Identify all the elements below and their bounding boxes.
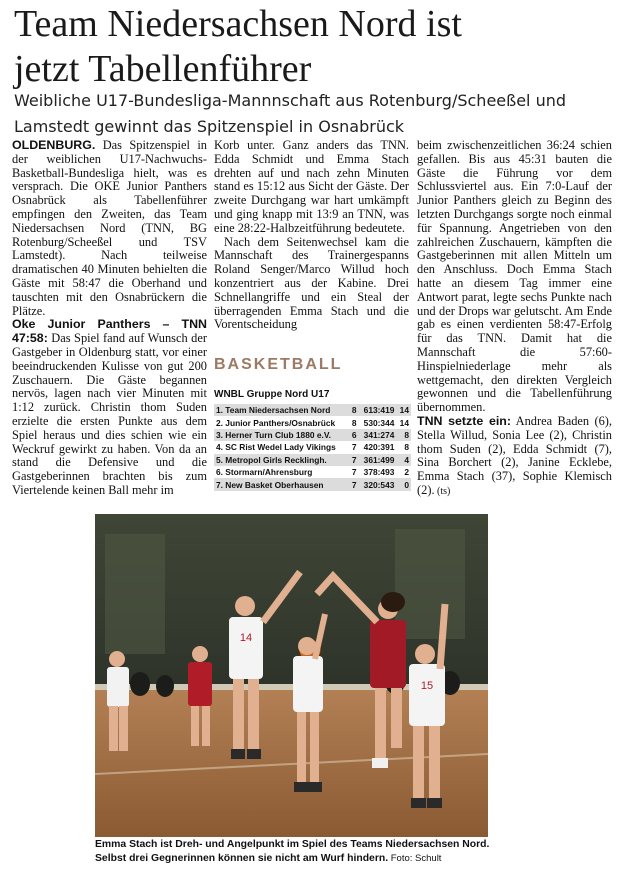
team-name: 2. Junior Panthers/Osnabrück <box>214 416 349 428</box>
points-diff: 378:493 <box>359 466 397 478</box>
article-column-3 <box>417 139 612 499</box>
points-diff: 530:344 <box>359 416 397 428</box>
jersey-number-14: 14 <box>239 632 253 644</box>
points: 14 <box>396 416 411 428</box>
team-name: 7. New Basket Oberhausen <box>214 478 349 490</box>
points: 14 <box>396 404 411 416</box>
table-row <box>214 404 411 416</box>
team-name: 1. Team Niedersachsen Nord <box>214 404 349 416</box>
table-row <box>214 429 411 441</box>
column3-paragraph-1: beim zwischenzeitlichen 36:24 schien gefallen. Bis aus 45:31 bauten die Gäste die Führung vor dem Schlussviertel aus. Ein 7:0-Lauf der Junior Panthers gleich zu Beginn des letzten Durchgangs sorgte noch einmal für Spannung. Angetrieben von den zahlreichen Zuschauern, kämpften die Gastgeberinnen mit allen Mitteln um den Anschluss. Doch Emma Stach hatte an diesem Tag immer eine Antwort parat, legte sechs Punkte nach und der Drops war gelutscht. Am Ende gab es einen verdienten 58:47-Erfolg für das TNN. Damit hat die Mannschaft die 57:60-Hinspielniederlage mehr als wettgemacht, den direkten Vergleich gewonnen und die Tabellenführung übernommen. <box>417 138 612 415</box>
points: 8 <box>396 429 411 441</box>
table-row <box>214 478 411 490</box>
points: 2 <box>396 466 411 478</box>
points-diff: 320:543 <box>359 478 397 490</box>
table-row <box>214 416 411 428</box>
column2-paragraph-1: Korb unter. Ganz anders das TNN. Edda Schmidt und Emma Stach drehten auf und nach zehn Minuten stand es 15:12 aus Sicht der Gäste. Der zweite Durchgang war hart umkämpft und ging knapp mit 13:9 an TNN, was eine 28:22-Halbzeitführung bedeutete. <box>214 138 409 235</box>
column3-subheading: TNN setzte ein: <box>417 413 511 428</box>
column1-paragraph-1: Das Spitzenspiel in der weiblichen U17-Nachwuchs-Basketball-Bundesliga hielt, was es versprach. Die OKE Junior Panthers Osnabrück als Tabellenführer empfingen den Zweiten, das Team Niedersachsen Nord (TNN, BG Rotenburg/Scheeßel und TSV Lamstedt). Nach teilweise dramatischen 40 Minuten behielten die Gäste mit 58:47 die Oberhand und tauschten mit den Osnabrückern die Plätze. <box>12 138 207 318</box>
points-diff: 341:274 <box>359 429 397 441</box>
games: 7 <box>349 441 358 453</box>
section-label: BASKETBALL <box>214 356 343 373</box>
subheadline-line-1: Weibliche U17-Bundesliga-Mannnschaft aus Rotenburg/Scheeßel und <box>14 91 567 110</box>
subheadline-line-2: Lamstedt gewinnt das Spitzenspiel in Osnabrück <box>14 117 405 136</box>
jersey-number-15: 15 <box>420 680 434 692</box>
games: 8 <box>349 404 358 416</box>
dateline: OLDENBURG. <box>12 138 96 152</box>
article-column-1 <box>12 139 207 498</box>
team-name: 5. Metropol Girls Recklingh. <box>214 454 349 466</box>
column3-paragraph-2: Andrea Baden (6), Stella Willud, Sonia Lee (2), Christin thom Suden (2), Edda Schmidt (7), Sina Borchert (2), Janine Ecklebe, Emma Stach (37), Sophie Klemisch (2). <box>417 413 613 497</box>
points-diff: 613:419 <box>359 404 397 416</box>
caption-text: ist Dreh- und Angelpunkt im Spiel des Teams Niedersachsen Nord. Selbst drei Gegnerinnen können sie nicht am Wurf hindern. <box>95 839 490 864</box>
caption-name: Emma Stach <box>95 839 158 850</box>
team-name: 6. Stormarn/Ahrensburg <box>214 466 349 478</box>
games: 7 <box>349 454 358 466</box>
points: 4 <box>396 454 411 466</box>
table-row <box>214 454 411 466</box>
points-diff: 420:391 <box>359 441 397 453</box>
photo-credit: Foto: Schult <box>388 853 442 864</box>
basketball-photo <box>95 514 488 837</box>
games: 7 <box>349 466 358 478</box>
standings-title: WNBL Gruppe Nord U17 <box>214 389 330 400</box>
standings-table <box>214 404 411 491</box>
headline <box>14 2 614 92</box>
table-row <box>214 466 411 478</box>
column1-paragraph-2: Das Spiel fand auf Wunsch der Gastgeber in Oldenburg statt, vor einer beeindruckenden Kulisse von gut 200 Zuschauern. Die Gäste begannen nervös, lagen nach vier Minuten mit 1:12 zurück. Christin thom Suden erzielte die ersten Punkte aus dem Spiel heraus und dies schien wie ein Weckruf gewirkt zu haben. Von da an stand die Defensive und die Gastgeberinnen brachten bis zum Viertelende keinen Ball mehr im <box>12 331 207 497</box>
column1-subheading: Oke Junior Panthers – TNN 47:58: <box>12 317 207 346</box>
points-diff: 361:499 <box>359 454 397 466</box>
points: 8 <box>396 441 411 453</box>
article-column-2 <box>214 139 409 332</box>
author-initials: (ts) <box>434 485 451 497</box>
points: 0 <box>396 478 411 490</box>
headline-line-1: Team Niedersachsen Nord ist <box>14 3 462 45</box>
photo-caption <box>95 838 515 866</box>
table-row <box>214 441 411 453</box>
games: 6 <box>349 429 358 441</box>
team-name: 4. SC Rist Wedel Lady Vikings <box>214 441 349 453</box>
column2-paragraph-2: Nach dem Seitenwechsel kam die Mannschaft des Trainergespanns Roland Senger/Marco Willud hoch konzentriert aus der Kabine. Drei Schnellangriffe und ein Steal der überragenden Emma Stach und die Vorentscheidung <box>214 234 409 332</box>
games: 7 <box>349 478 358 490</box>
games: 8 <box>349 416 358 428</box>
team-name: 3. Herner Turn Club 1880 e.V. <box>214 429 349 441</box>
headline-line-2: jetzt Tabellenführer <box>14 48 312 90</box>
subheadline <box>14 88 614 140</box>
